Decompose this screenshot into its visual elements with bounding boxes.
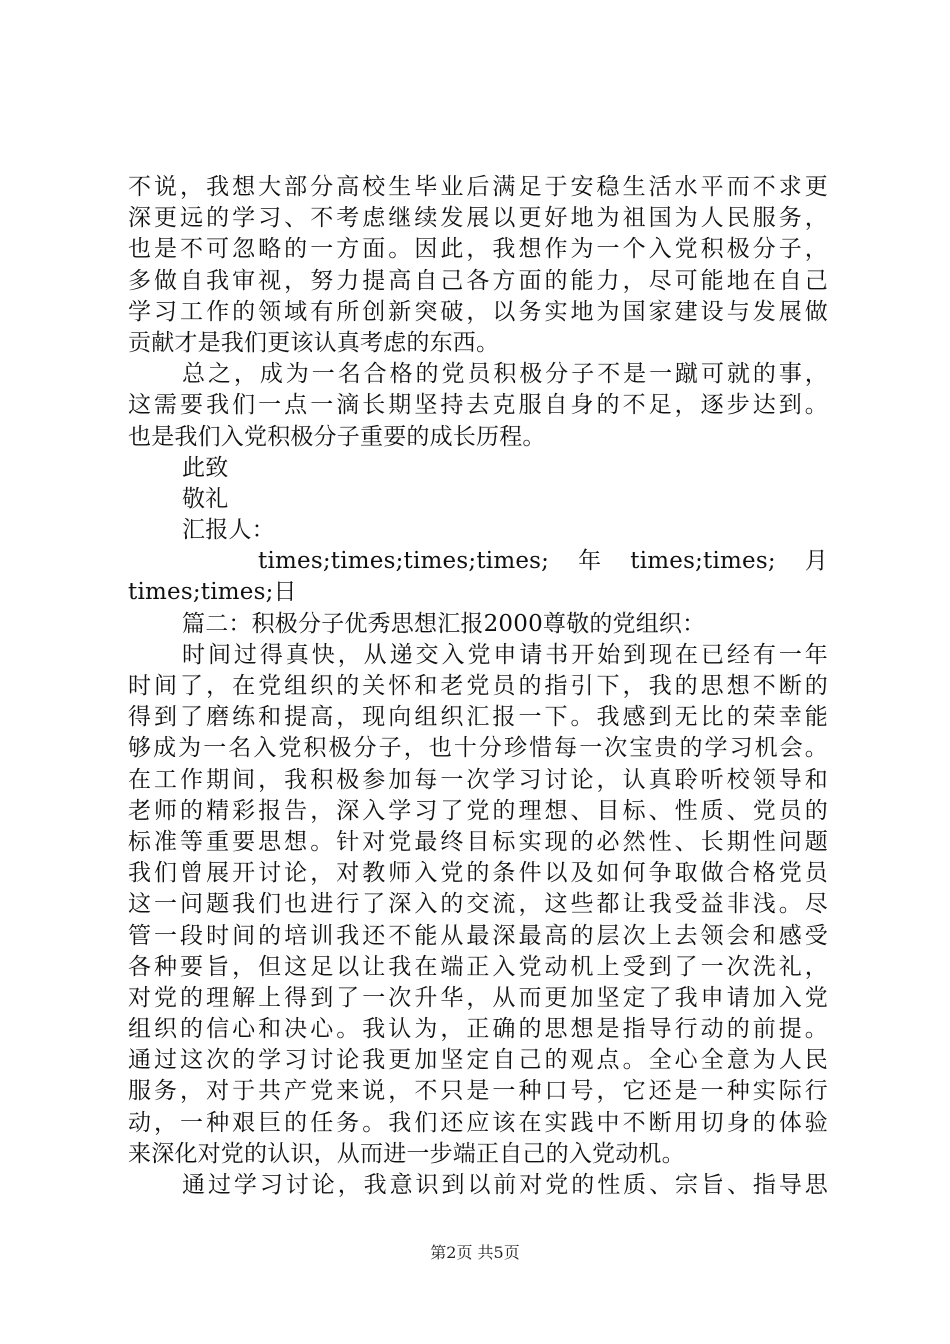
text-line: 各种要旨，但这足以让我在端正入党动机上受到了一次洗礼，: [128, 953, 828, 980]
section-heading: 篇二：积极分子优秀思想汇报2000尊敬的党组织：: [182, 610, 706, 637]
text-line: 不说，我想大部分高校生毕业后满足于安稳生活水平而不求更: [128, 174, 828, 200]
text-line: 对党的理解上得到了一次升华，从而更加坚定了我申请加入党: [128, 984, 828, 1011]
text-line: 这一问题我们也进行了深入的交流，这些都让我受益非浅。尽: [128, 891, 828, 918]
text-line: 时间了，在党组织的关怀和老党员的指引下，我的思想不断的: [128, 673, 828, 699]
paragraph-start: 时间过得真快，从递交入党申请书开始到现在已经有一年: [182, 641, 828, 668]
salutation: 敬礼: [182, 485, 229, 512]
text-line: 得到了磨练和提高，现向组织汇报一下。我感到无比的荣幸能: [128, 704, 828, 731]
text-line: 这需要我们一点一滴长期坚持去克服自身的不足，逐步达到。: [128, 392, 828, 419]
date-line: times;times;日: [128, 579, 297, 606]
text-line: 我们曾展开讨论，对教师入党的条件以及如何争取做合格党员: [128, 860, 828, 887]
text-line: 够成为一名入党积极分子，也十分珍惜每一次宝贵的学习机会。: [128, 735, 828, 762]
text-line: 多做自我审视，努力提高自己各方面的能力，尽可能地在自己: [128, 267, 828, 294]
text-line: 老师的精彩报告，深入学习了党的理想、目标、性质、党员的: [128, 797, 828, 824]
document-body: [128, 172, 828, 1201]
text-line: 标准等重要思想。针对党最终目标实现的必然性、长期性问题: [128, 828, 828, 855]
text-line: 动，一种艰巨的任务。我们还应该在实践中不断用切身的体验: [128, 1109, 828, 1136]
reporter-label: 汇报人：: [182, 517, 275, 544]
paragraph-start: 总之，成为一名合格的党员积极分子不是一蹴可就的事，: [182, 361, 828, 388]
text-line: 在工作期间，我积极参加每一次学习讨论，认真聆听校领导和: [128, 766, 828, 793]
text-line: 服务，对于共产党来说，不只是一种口号，它还是一种实际行: [128, 1078, 828, 1105]
text-line: 也是我们入党积极分子重要的成长历程。: [128, 423, 546, 450]
text-line: 贡献才是我们更该认真考虑的东西。: [128, 329, 500, 356]
salutation: 此致: [182, 454, 229, 481]
text-line: 学习工作的领域有所创新突破，以务实地为国家建设与发展做: [128, 298, 828, 325]
text-line: 深更远的学习、不考虑继续发展以更好地为祖国为人民服务，: [128, 205, 828, 232]
text-line: 通过这次的学习讨论我更加坚定自己的观点。全心全意为人民: [128, 1047, 828, 1074]
date-line: times;times;times;times; 年 times;times; 月: [258, 548, 828, 575]
text-line: 也是不可忽略的一方面。因此，我想作为一个入党积极分子，: [128, 236, 828, 263]
text-line: 组织的信心和决心。我认为，正确的思想是指导行动的前提。: [128, 1016, 828, 1043]
text-line: 来深化对党的认识，从而进一步端正自己的入党动机。: [128, 1140, 685, 1167]
page-number-footer: 第2页 共5页: [430, 1243, 520, 1262]
text-line: 管一段时间的培训我还不能从最深最高的层次上去领会和感受: [128, 922, 828, 949]
paragraph-start: 通过学习讨论，我意识到以前对党的性质、宗旨、指导思: [182, 1172, 828, 1198]
